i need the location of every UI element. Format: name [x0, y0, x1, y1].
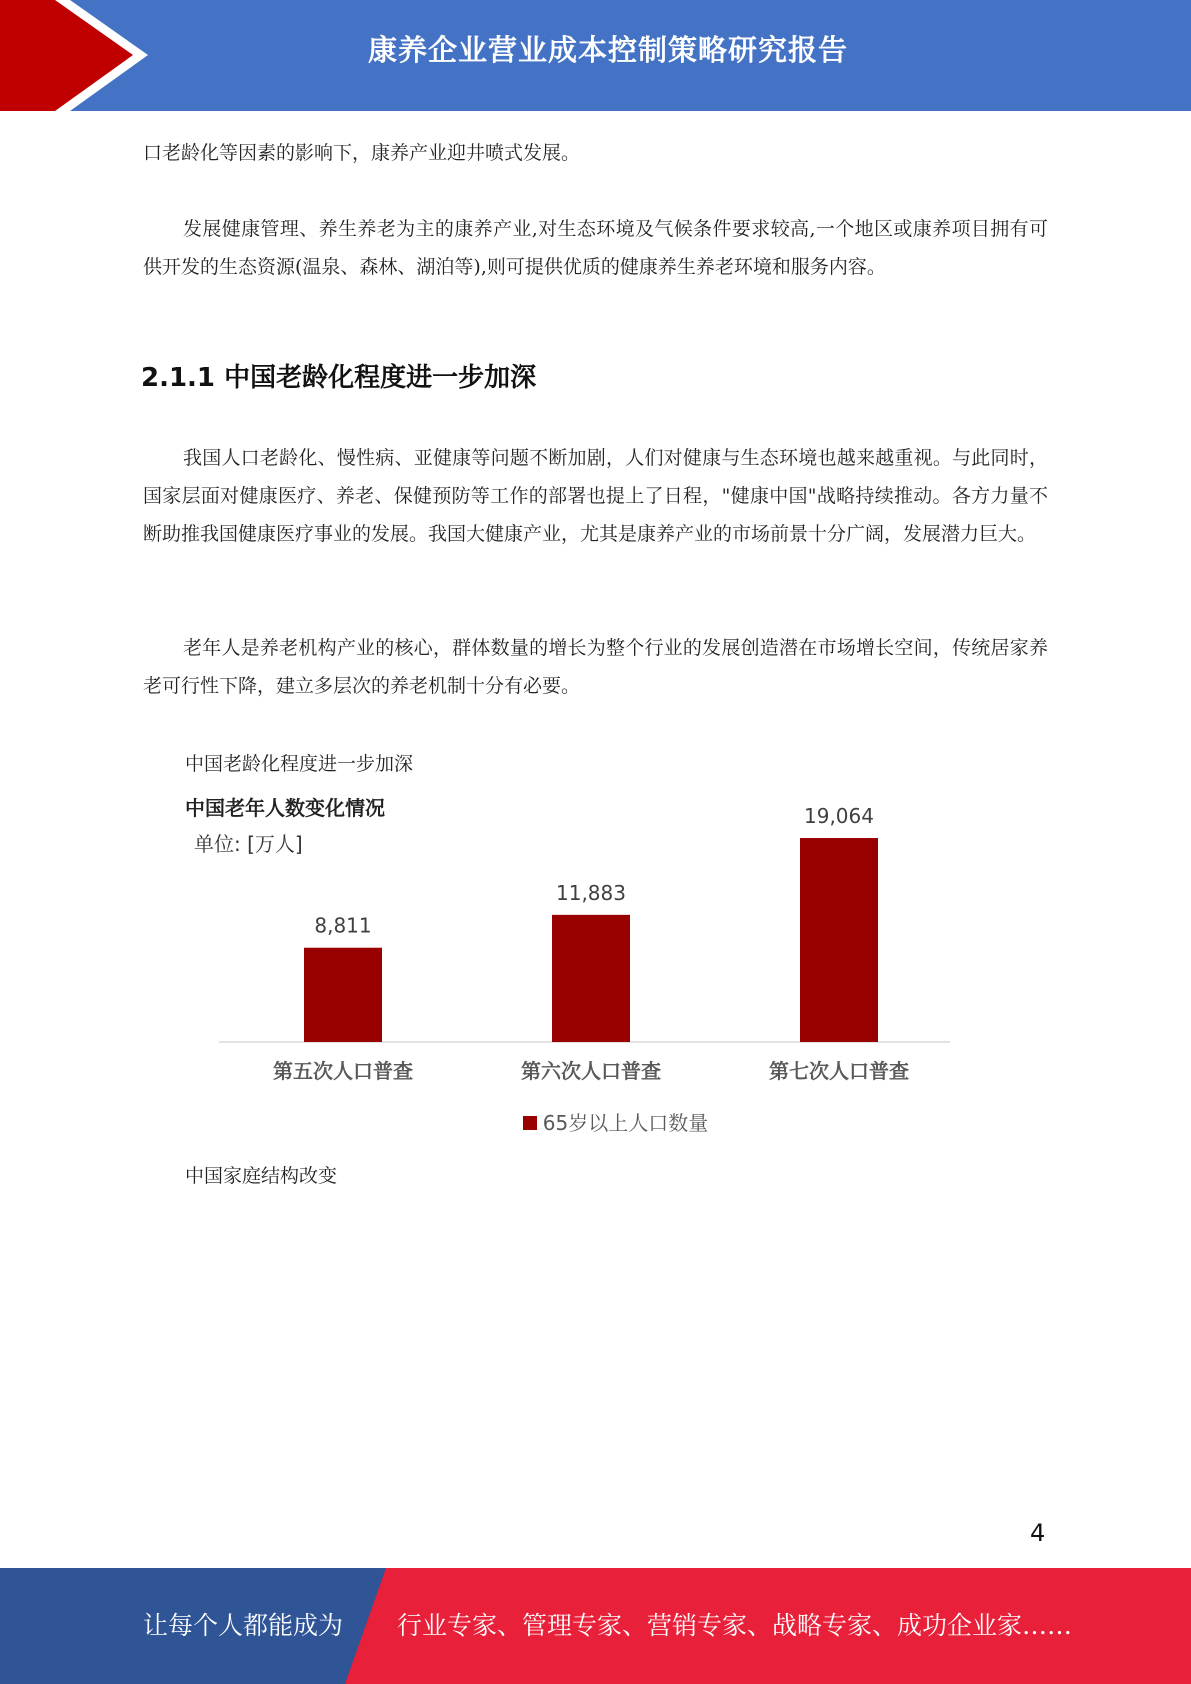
page-number: 4: [1030, 1519, 1046, 1547]
data-label-1: 8,811: [314, 913, 372, 938]
paragraph-elderly: 老年人是养老机构产业的核心，群体数量的增长为整个行业的发展创造潜在市场增长空间，传统居家养老可行性下降，建立多层次的养老机制十分有必要。: [143, 637, 1048, 697]
data-label-3: 19,064: [804, 804, 874, 829]
data-label-2: 11,883: [556, 880, 626, 905]
bar-3: [800, 838, 878, 1042]
legend-label: 65岁以上人口数量: [542, 1111, 709, 1135]
footer-slogan-left: 让每个人都能成为: [143, 1611, 344, 1640]
chart-title: 中国老年人数变化情况: [185, 796, 385, 820]
legend-swatch: [523, 1116, 537, 1130]
bar-1: [304, 948, 382, 1042]
footer-slogan-right: 行业专家、管理专家、营销专家、战略专家、成功企业家……: [397, 1611, 1073, 1640]
chart-unit: 单位: [万人]: [194, 832, 303, 856]
category-label-3: 第七次人口普查: [769, 1059, 909, 1083]
page-header: [0, 0, 1191, 111]
section-heading: 2.1.1 中国老龄化程度进一步加深: [141, 363, 537, 393]
category-label-1: 第五次人口普查: [273, 1059, 413, 1083]
paragraph-intro: 口老龄化等因素的影响下，康养产业迎井喷式发展。: [143, 142, 581, 164]
chart-legend: [0, 1107, 1191, 1136]
paragraph-aging: 我国人口老龄化、慢性病、亚健康等问题不断加剧，人们对健康与生态环境也越来越重视。与此同时，国家层面对健康医疗、养老、保健预防等工作的部署也提上了日程，"健康中国"战略持续推动。各方力量不断助推我国健康医疗事业的发展。我国大健康产业，尤其是康养产业的市场前景十分广阔，发展潜力巨大。: [143, 447, 1048, 545]
chart-plot: [0, 780, 1191, 1110]
report-title: 康养企业营业成本控制策略研究报告: [367, 33, 848, 67]
page-footer: [0, 1568, 1191, 1684]
family-structure-caption: 中国家庭结构改变: [185, 1165, 338, 1187]
elderly-population-chart: [0, 780, 1191, 1140]
bar-2: [552, 915, 630, 1042]
chart-caption: 中国老龄化程度进一步加深: [185, 753, 414, 775]
paragraph-ecology: 发展健康管理、养生养老为主的康养产业,对生态环境及气候条件要求较高,一个地区或康养项目拥有可供开发的生态资源(温泉、森林、湖泊等),则可提供优质的健康养生养老环境和服务内容。: [143, 218, 1048, 278]
category-label-2: 第六次人口普查: [521, 1059, 661, 1083]
